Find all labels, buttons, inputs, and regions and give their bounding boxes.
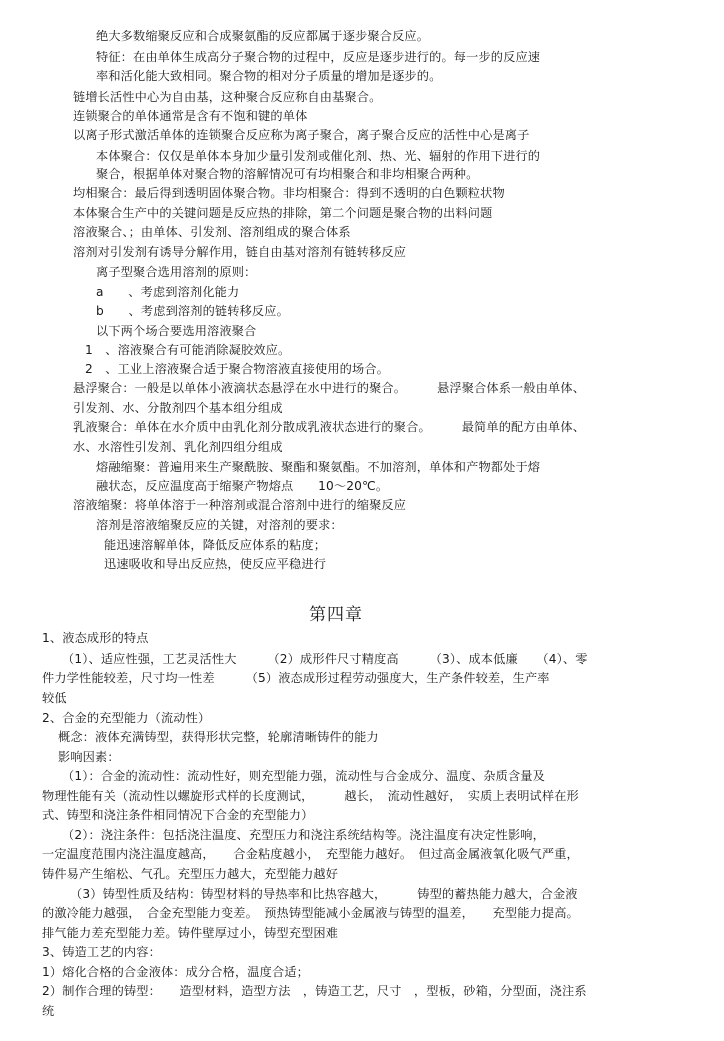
chapter-title: 第四章 [309,605,363,625]
text-line: 聚合，根据单体对聚合物的溶解情况可有均相聚合和非均相聚合两种。 [96,167,479,181]
text-line: 以下两个场合要选用溶液聚合 [96,324,257,338]
text-line: （2）：浇注条件：包括浇注温度、充型压力和浇注系统结构等。浇注温度有决定性影响， [62,828,545,842]
text-line: 特征：在由单体生成高分子聚合物的过程中，反应是逐步进行的。每一步的反应速 [96,50,541,64]
text-line: a 、考虑到溶剂化能力 [96,285,240,299]
text-line: b 、考虑到溶剂的链转移反应。 [96,304,289,318]
text-line: 本体聚合生产中的关键问题是反应热的排除，第二个问题是聚合物的出料问题 [73,206,493,220]
text-line: （1）、适应性强，工艺灵活性大 （2）成形件尺寸精度高 （3）、成本低廉 （4）、零 [62,652,588,666]
text-line: 1 、溶液聚合有可能消除凝胶效应。 [85,343,291,357]
text-line: 物理性能有关（流动性以螺旋形式样的长度测试， 越长， 流动性越好， 实质上表明试样在形 [42,789,579,803]
text-line: 连锁聚合的单体通常是含有不饱和键的单体 [73,109,308,123]
text-line: 本体聚合：仅仅是单体本身加少量引发剂或催化剂、热、光、辐射的作用下进行的 [96,149,541,163]
text-line: 2、合金的充型能力（流动性） [42,711,211,725]
text-line: 较低 [42,691,67,705]
text-line: 以离子形式激活单体的连锁聚合反应称为离子聚合，离子聚合反应的活性中心是离子 [73,128,530,142]
text-line: 水、水溶性引发剂、乳化剂四组分组成 [73,440,283,454]
text-line: 均相聚合：最后得到透明固体聚合物。非均相聚合：得到不透明的白色颗粒状物 [73,186,505,200]
text-line: 影响因素： [58,750,120,764]
text-line: 的激冷能力越强， 合金充型能力变差。 预热铸型能减小金属液与铸型的温差， 充型能力提高。 [42,906,579,920]
text-line: 排气能力差充型能力差。铸件壁厚过小，铸型充型困难 [42,926,339,940]
text-line: 铸件易产生缩松、气孔。充型压力越大，充型能力越好 [42,867,339,881]
text-line: 溶液缩聚：将单体溶于一种溶剂或混合溶剂中进行的缩聚反应 [73,498,407,512]
text-line: 概念：液体充满铸型，获得形状完整，轮廓清晰铸件的能力 [58,730,379,744]
text-line: 式、铸型和浇注条件相同情况下合金的充型能力） [42,808,314,822]
text-line: 溶剂是溶液缩聚反应的关键，对溶剂的要求： [96,518,343,532]
text-line: 离子型聚合选用溶剂的原则： [96,265,257,279]
text-line: 3、铸造工艺的内容： [42,945,161,959]
text-line: 悬浮聚合：一般是以单体小液滴状态悬浮在水中进行的聚合。 悬浮聚合体系一般由单体、 [73,381,586,395]
text-line: 率和活化能大致相同。聚合物的相对分子质量的增加是逐步的。 [96,69,442,83]
text-line: 乳液聚合：单体在水介质中由乳化剂分散成乳液状态进行的聚合。 最简单的配方由单体、 [73,420,586,434]
text-line: 2）制作合理的铸型： 造型材料，造型方法 ，铸造工艺，尺寸 ，型板，砂箱，分型面，浇注系 [42,984,587,998]
text-line: （3）铸型性质及结构：铸型材料的导热率和比热容越大， 铸型的蓄热能力越大，合金液 [70,887,578,901]
text-line: 熔融缩聚：普遍用来生产聚酰胺、聚酯和聚氨酯。不加溶剂，单体和产物都处于熔 [96,460,541,474]
text-line: 能迅速溶解单体，降低反应体系的粘度； [104,538,327,552]
text-line: 1、液态成形的特点 [42,631,149,645]
text-line: 1）熔化合格的合金液体：成分合格，温度合适； [42,965,309,979]
text-line: 绝大多数缩聚反应和合成聚氨酯的反应都属于逐步聚合反应。 [96,29,430,43]
text-line: （1）：合金的流动性：流动性好，则充型能力强，流动性与合金成分、温度、杂质含量及 [62,769,545,783]
text-line: 一定温度范围内浇注温度越高， 合金粘度越小， 充型能力越好。 但过高金属液氧化吸气严重， [42,847,579,861]
text-line: 引发剂、水、分散剂四个基本组分组成 [73,401,283,415]
text-line: 统 [42,1004,55,1018]
text-line: 溶剂对引发剂有诱导分解作用，链自由基对溶剂有链转移反应 [73,245,407,259]
text-line: 迅速吸收和导出反应热，使反应平稳进行 [104,557,327,571]
text-line: 链增长活性中心为自由基，这种聚合反应称自由基聚合。 [73,90,382,104]
text-line: 溶液聚合、；由单体、引发剂、溶剂组成的聚合体系 [73,225,351,239]
text-line: 融状态，反应温度高于缩聚产物熔点 10～20℃。 [96,479,389,493]
text-line: 件力学性能较差，尺寸均一性差 （5）液态成形过程劳动强度大，生产条件较差，生产率 [42,671,550,685]
text-line: 2 、工业上溶液聚合适于聚合物溶液直接使用的场合。 [85,362,390,376]
